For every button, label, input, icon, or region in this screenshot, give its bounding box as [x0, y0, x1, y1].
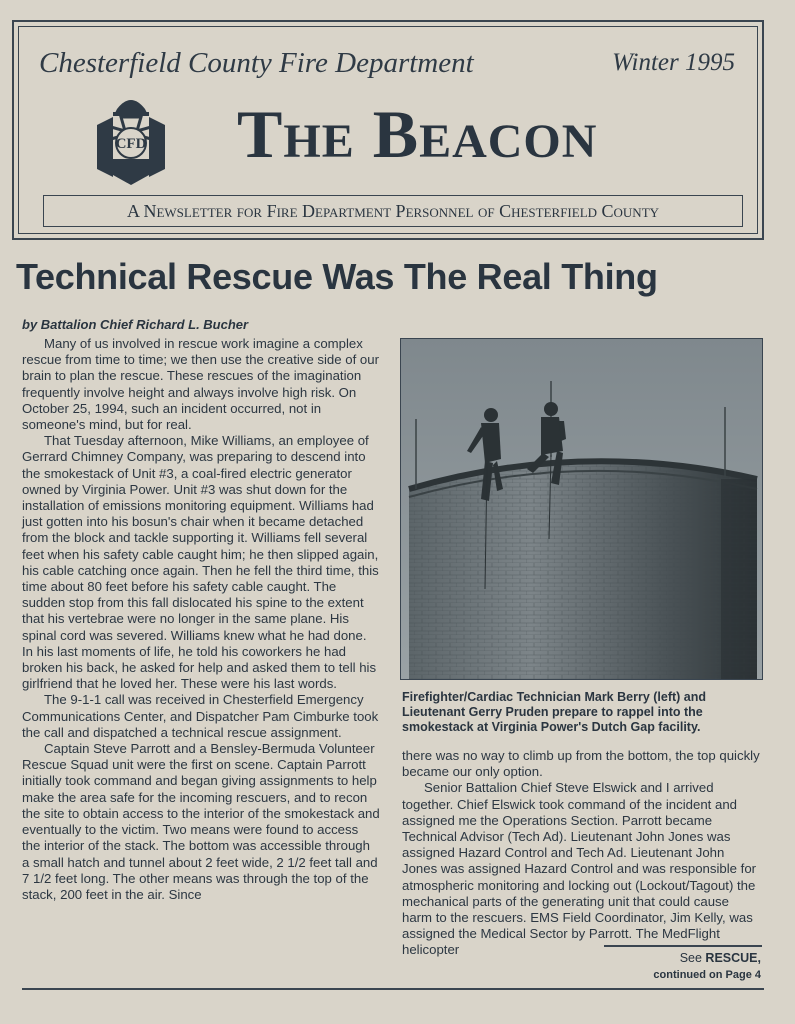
smokestack-photo-illustration [401, 339, 763, 680]
masthead [12, 20, 764, 240]
bottom-divider [22, 988, 764, 990]
article-left-column [22, 336, 380, 903]
paragraph: The 9-1-1 call was received in Chesterfield Emergency Communications Center, and Dispatcher Pam Cimburke took the call and dispatched a technical rescue assignment. [22, 692, 379, 740]
paragraph: Senior Battalion Chief Steve Elswick and I arrived together. Chief Elswick took command of the incident and assigned me the Operations Section. Parrott became Technical Advisor (Tech Ad). Lieutenant John Jones was assigned Hazard Control and Tech Ad. Lieutenant John Jones was assigned Hazard Control and was responsible for atmospheric monitoring and locking out (Lockout/Tagout) the mechanical parts of the generating unit that could cause harm to the rescuers. EMS Field Coordinator, Jim Kelly, was assigned the Medical Sector by Parrott. The MedFlight helicopter [402, 780, 757, 958]
photo-caption: Firefighter/Cardiac Technician Mark Berry (left) and Lieutenant Gerry Pruden prepare to rappel into the smokestack at Virginia Power's Dutch Gap facility. [402, 690, 707, 734]
fire-department-badge-icon [93, 87, 169, 187]
continued-divider [604, 945, 762, 947]
svg-text:CFD: CFD [115, 136, 147, 152]
article-right-column [402, 748, 760, 959]
issue-date: Winter 1995 [612, 49, 735, 76]
department-name: Chesterfield County Fire Department [39, 47, 474, 79]
article-byline: by Battalion Chief Richard L. Bucher [22, 317, 249, 332]
smokestack-photo [400, 338, 763, 680]
masthead-inner-border [18, 26, 758, 234]
paragraph: there was no way to climb up from the bottom, the top quickly became our only option. [402, 748, 760, 780]
newsletter-title: The Beacon [237, 96, 598, 172]
continued-page: continued on Page 4 [653, 969, 761, 981]
article-headline: Technical Rescue Was The Real Thing [16, 256, 658, 297]
paragraph: Captain Steve Parrott and a Bensley-Bermuda Volunteer Rescue Squad unit were the first on scene. Captain Parrott initially took command and began giving assignments to help make the area safe for the incoming rescuers, and to recon the site to obtain access to the interior of the smokestack and eventually to the victim. Two means were found to access the interior of the stack. The bottom was accessible through a small hatch and tunnel about 2 feet wide, 2 1/2 feet tall and 7 1/2 feet long. The other means was through the top of the stack, 200 feet in the air. Since [22, 741, 380, 902]
continued-note [653, 950, 761, 983]
see-prefix: See [679, 951, 706, 965]
paragraph: Many of us involved in rescue work imagine a complex rescue from time to time; we then use the creative side of our brain to plan the rescue. These rescues of the imagination frequently involve height and always involve high risk. On October 25, 1994, such an incident occurred, not in someone's mind, but for real. [22, 336, 379, 433]
paragraph: That Tuesday afternoon, Mike Williams, an employee of Gerrard Chimney Company, was preparing to descend into the smokestack of Unit #3, a coal-fired electric generator owned by Virginia Power. Unit #3 was shut down for the installation of emissions monitoring equipment. Williams had just gotten into his bosun's chair when it became detached from the block and tackle supporting it. Williams fell several feet when his safety cable caught him; he then slipped again, his cable catching once again. Then he fell the third time, this time about 80 feet before his safety cable caught. The sudden stop from this fall dislocated his spine to the extent that his vertebrae were no longer in the same plane. His spinal cord was severed. Williams knew what he had done. In his last moments of life, he told his coworkers he had broken his back, he asked for help and asked them to tell his girlfriend that he loved her. These were his last words. [22, 433, 379, 692]
tagline-text: A Newsletter for Fire Department Personnel of Chesterfield County [126, 200, 660, 221]
newsletter-tagline [43, 195, 743, 227]
see-keyword: RESCUE, [705, 951, 761, 965]
